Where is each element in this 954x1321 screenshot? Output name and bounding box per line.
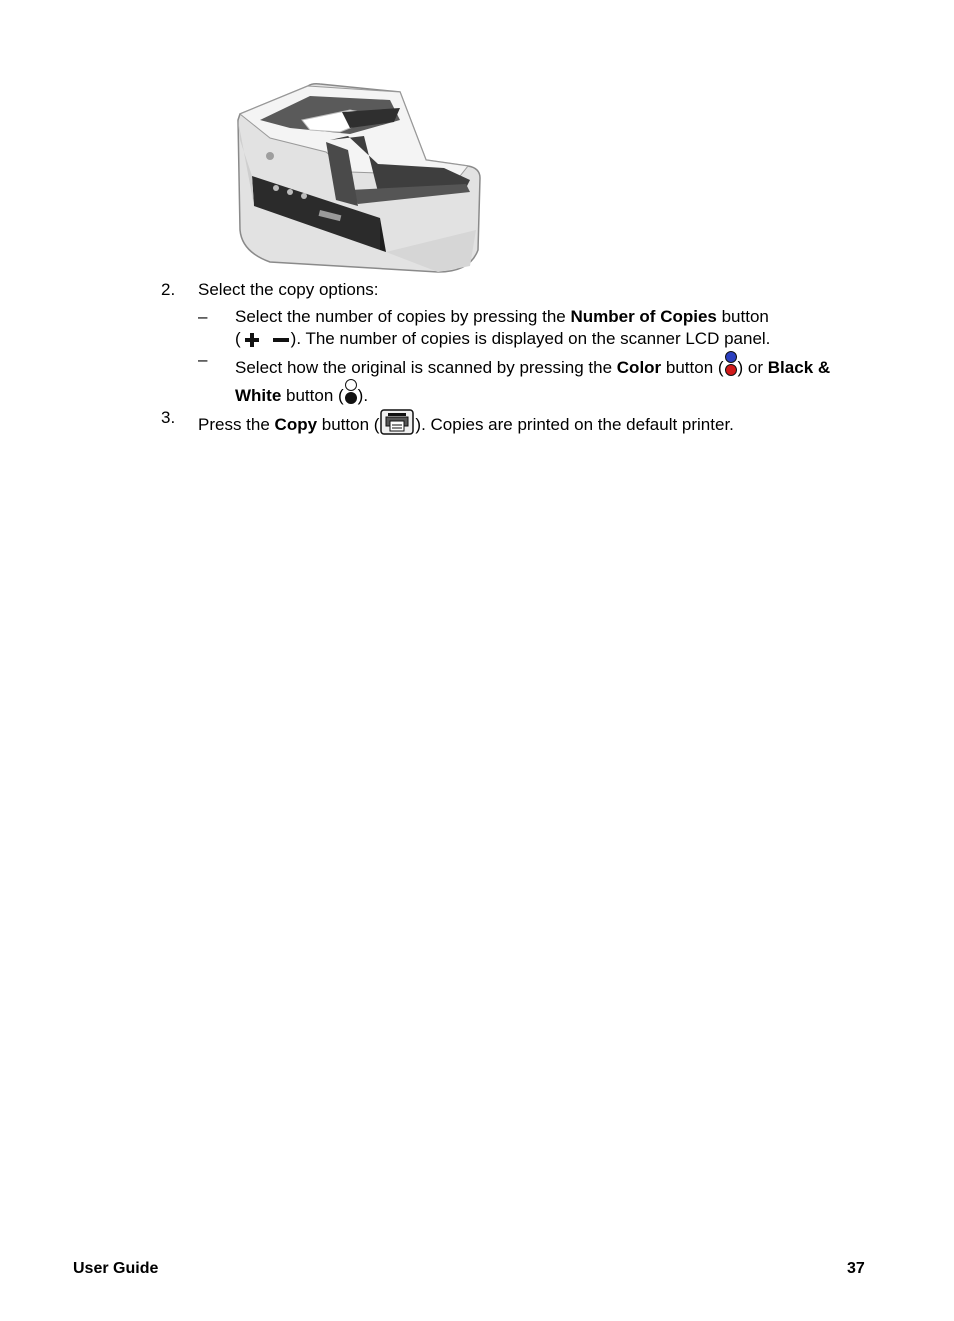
bullet-2-line-2 bbox=[235, 385, 368, 407]
bullet-2-or-text: ) or bbox=[737, 358, 768, 377]
step-3-number: 3. bbox=[161, 408, 176, 427]
bullet-2-dash: – bbox=[198, 350, 208, 369]
copy-label: Copy bbox=[274, 415, 318, 434]
number-of-copies-label: Number of Copies bbox=[570, 307, 717, 326]
white-label: White bbox=[235, 386, 282, 405]
step-2-number: 2. bbox=[161, 280, 176, 299]
bullet-2-button-text: button ( bbox=[661, 358, 724, 377]
page-number: 37 bbox=[847, 1260, 865, 1277]
bullet-1-line-1-text: Select the number of copies by pressing the bbox=[235, 307, 571, 326]
plus-minus-icon bbox=[241, 331, 291, 349]
step-3-pre-text: Press the bbox=[198, 415, 275, 434]
bullet-2-line-2-button-text: button ( bbox=[281, 386, 344, 405]
bullet-2-line-1-text: Select how the original is scanned by pressing the bbox=[235, 358, 617, 377]
step-3-text bbox=[198, 414, 734, 436]
footer-title: User Guide bbox=[73, 1260, 159, 1277]
bullet-1-line-1 bbox=[235, 306, 769, 328]
bullet-1-dash: – bbox=[198, 307, 208, 326]
step-2-text: Select the copy options: bbox=[198, 280, 379, 299]
black-and-label: Black & bbox=[767, 358, 831, 377]
bullet-1-line-2-text: ). The number of copies is displayed on the scanner LCD panel. bbox=[290, 329, 771, 348]
bullet-2-line-1 bbox=[235, 357, 830, 379]
bullet-2-line-2-close: ). bbox=[357, 386, 369, 405]
scanner-illustration bbox=[230, 80, 482, 276]
bullet-1-line-1-suffix: button bbox=[716, 307, 769, 326]
bullet-1-open-paren: ( bbox=[235, 329, 241, 348]
step-3-button-text: button ( bbox=[317, 415, 380, 434]
color-button-icon bbox=[724, 350, 738, 378]
black-white-button-icon bbox=[344, 378, 358, 406]
copy-button-icon bbox=[379, 408, 415, 436]
color-label: Color bbox=[616, 358, 662, 377]
step-3-post-text: ). Copies are printed on the default printer. bbox=[415, 415, 734, 434]
bullet-1-line-2 bbox=[235, 328, 770, 350]
